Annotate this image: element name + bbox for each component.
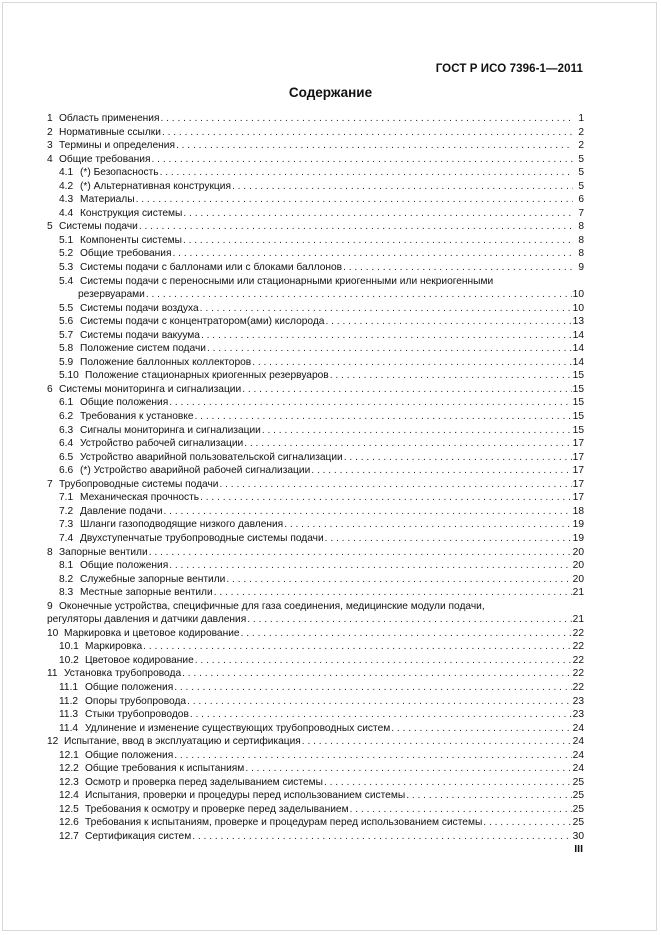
toc-entry-title: Удлинение и изменение существующих трубопроводных систем bbox=[85, 722, 391, 734]
toc-entry-page: 14 bbox=[572, 329, 584, 341]
toc-leader-dots bbox=[176, 139, 573, 153]
toc-entry[interactable] bbox=[47, 437, 584, 451]
toc-entry-number: 5.2 bbox=[59, 248, 74, 260]
toc-entry[interactable] bbox=[47, 342, 584, 356]
toc-entry-page: 23 bbox=[572, 695, 584, 707]
toc-entry-number: 7 bbox=[47, 478, 53, 490]
toc-leader-dots bbox=[226, 573, 571, 587]
toc-entry-title: Положение систем подачи bbox=[80, 343, 206, 355]
toc-entry-title: Стыки трубопроводов bbox=[85, 709, 189, 721]
toc-entry-number: 11.4 bbox=[59, 722, 79, 734]
table-of-contents bbox=[47, 112, 584, 844]
toc-leader-dots bbox=[149, 546, 572, 560]
toc-entry[interactable] bbox=[47, 275, 584, 289]
toc-entry-page: 15 bbox=[572, 397, 584, 409]
toc-entry-number: 5.3 bbox=[59, 262, 74, 274]
toc-entry-number: 11.2 bbox=[59, 695, 79, 707]
toc-entry[interactable] bbox=[47, 180, 584, 194]
toc-leader-dots bbox=[146, 288, 572, 302]
toc-entry-page: 15 bbox=[572, 411, 584, 423]
toc-leader-dots bbox=[247, 613, 571, 627]
toc-entry-page: 30 bbox=[572, 830, 584, 842]
toc-entry-title: Общие требования bbox=[59, 153, 151, 165]
toc-entry-title: Испытание, ввод в эксплуатацию и сертификация bbox=[64, 736, 301, 748]
toc-entry[interactable] bbox=[47, 695, 584, 709]
toc-entry-page: 24 bbox=[572, 722, 584, 734]
page-number: III bbox=[574, 843, 583, 855]
toc-entry-number: 6.3 bbox=[59, 424, 74, 436]
toc-entry[interactable] bbox=[47, 464, 584, 478]
toc-entry-page: 8 bbox=[578, 234, 584, 246]
toc-entry-page: 24 bbox=[572, 749, 584, 761]
toc-entry-number: 10.1 bbox=[59, 641, 79, 653]
toc-entry[interactable] bbox=[47, 207, 584, 221]
toc-entry-title: Общие положения bbox=[85, 749, 174, 761]
toc-entry[interactable] bbox=[47, 722, 584, 736]
toc-entry-title: Оконечные устройства, специфичные для газа соединения, медицинские модули подачи, bbox=[59, 600, 485, 612]
page-title: Содержание bbox=[288, 85, 373, 100]
toc-entry-title: Системы подачи bbox=[59, 221, 138, 233]
toc-entry-number: 5 bbox=[47, 221, 53, 233]
toc-entry-title: Служебные запорные вентили bbox=[80, 573, 226, 585]
toc-entry-page: 10 bbox=[572, 302, 584, 314]
toc-entry-page: 24 bbox=[572, 763, 584, 775]
toc-entry-page: 7 bbox=[578, 207, 584, 219]
toc-entry-title: Цветовое кодирование bbox=[85, 654, 194, 666]
toc-entry-title: Общие положения bbox=[85, 681, 174, 693]
toc-entry-page: 17 bbox=[572, 451, 584, 463]
toc-leader-dots bbox=[182, 667, 572, 681]
toc-leader-dots bbox=[169, 396, 571, 410]
toc-leader-dots bbox=[284, 518, 571, 532]
toc-entry[interactable] bbox=[47, 139, 584, 153]
toc-entry-title: Маркировка и цветовое кодирование bbox=[64, 627, 240, 639]
toc-entry-title: Устройство аварийной пользовательской сигнализации bbox=[80, 451, 343, 463]
toc-entry-title: Системы подачи с концентратором(ами) кислорода bbox=[80, 316, 325, 328]
toc-entry-number: 7.1 bbox=[59, 492, 74, 504]
toc-leader-dots bbox=[174, 749, 571, 763]
toc-entry-number: 5.5 bbox=[59, 302, 74, 314]
toc-entry-number: 4.4 bbox=[59, 207, 74, 219]
toc-entry-page: 2 bbox=[578, 140, 584, 152]
toc-entry[interactable] bbox=[47, 234, 584, 248]
toc-entry-title: (*) Альтернативная конструкция bbox=[80, 180, 231, 192]
toc-entry-title: Общие положения bbox=[80, 397, 169, 409]
toc-entry[interactable] bbox=[47, 586, 584, 600]
toc-entry[interactable] bbox=[47, 749, 584, 763]
toc-leader-dots bbox=[343, 261, 573, 275]
toc-entry-title: Системы подачи вакуума bbox=[80, 329, 200, 341]
toc-entry-title: Требования к осмотру и проверке перед заделыванием bbox=[85, 803, 349, 815]
toc-entry-page: 17 bbox=[572, 478, 584, 490]
toc-leader-dots bbox=[219, 478, 571, 492]
toc-entry[interactable] bbox=[47, 451, 584, 465]
toc-entry[interactable] bbox=[47, 315, 584, 329]
toc-entry-page: 25 bbox=[572, 790, 584, 802]
toc-entry-title: Положение стационарных криогенных резервуаров bbox=[85, 370, 329, 382]
toc-entry-number: 11.1 bbox=[59, 681, 79, 693]
toc-entry-title: Испытания, проверки и процедуры перед использованием системы bbox=[85, 790, 406, 802]
toc-entry-title: Требования к установке bbox=[80, 411, 194, 423]
toc-entry-title: Системы подачи с баллонами или с блоками баллонов bbox=[80, 262, 343, 274]
toc-entry-title: Трубопроводные системы подачи bbox=[59, 478, 219, 490]
toc-entry-number: 8.2 bbox=[59, 573, 74, 585]
toc-entry-number: 12.2 bbox=[59, 763, 79, 775]
toc-entry-title: регуляторы давления и датчики давления bbox=[47, 614, 247, 626]
toc-leader-dots bbox=[325, 532, 572, 546]
toc-entry-number: 10.2 bbox=[59, 654, 79, 666]
toc-entry-title: Системы мониторинга и сигнализации bbox=[59, 383, 242, 395]
toc-entry[interactable] bbox=[47, 600, 584, 614]
toc-entry-page: 8 bbox=[578, 248, 584, 260]
toc-leader-dots bbox=[136, 193, 573, 207]
toc-entry[interactable] bbox=[47, 559, 584, 573]
toc-entry-page: 23 bbox=[572, 709, 584, 721]
toc-entry-title: Давление подачи bbox=[80, 505, 163, 517]
toc-entry-page: 19 bbox=[572, 519, 584, 531]
toc-entry[interactable] bbox=[47, 708, 584, 722]
toc-entry[interactable] bbox=[47, 369, 584, 383]
toc-entry-page: 8 bbox=[578, 221, 584, 233]
toc-entry-page: 22 bbox=[572, 627, 584, 639]
toc-entry-page: 1 bbox=[578, 113, 584, 124]
toc-entry[interactable] bbox=[47, 153, 584, 167]
toc-entry-number: 4.1 bbox=[59, 167, 74, 179]
toc-leader-dots bbox=[195, 654, 572, 668]
toc-entry-page: 20 bbox=[572, 560, 584, 572]
toc-entry-page: 17 bbox=[572, 492, 584, 504]
toc-entry[interactable] bbox=[47, 789, 584, 803]
toc-entry[interactable] bbox=[47, 627, 584, 641]
toc-leader-dots bbox=[330, 369, 572, 383]
toc-entry[interactable] bbox=[47, 816, 584, 830]
toc-entry-page: 20 bbox=[572, 573, 584, 585]
toc-entry-page: 25 bbox=[572, 817, 584, 829]
toc-entry[interactable] bbox=[47, 410, 584, 424]
toc-entry[interactable] bbox=[47, 532, 584, 546]
toc-entry-title: Механическая прочность bbox=[80, 492, 200, 504]
toc-entry-number: 12 bbox=[47, 736, 59, 748]
toc-leader-dots bbox=[187, 695, 572, 709]
toc-entry-number: 9 bbox=[47, 600, 53, 612]
toc-leader-dots bbox=[183, 234, 573, 248]
toc-entry-number: 4 bbox=[47, 153, 53, 165]
toc-entry-title: Маркировка bbox=[85, 641, 143, 653]
toc-entry[interactable] bbox=[47, 491, 584, 505]
toc-leader-dots bbox=[200, 491, 572, 505]
toc-entry-title: Область применения bbox=[59, 113, 160, 124]
toc-leader-dots bbox=[200, 302, 572, 316]
toc-entry[interactable] bbox=[47, 329, 584, 343]
toc-leader-dots bbox=[164, 505, 572, 519]
toc-leader-dots bbox=[241, 627, 572, 641]
toc-leader-dots bbox=[324, 776, 572, 790]
toc-entry[interactable] bbox=[47, 735, 584, 749]
toc-entry-page: 21 bbox=[572, 614, 584, 626]
toc-entry-title: Конструкция системы bbox=[80, 207, 183, 219]
toc-entry[interactable] bbox=[47, 288, 584, 302]
toc-entry-title: Запорные вентили bbox=[59, 546, 148, 558]
toc-leader-dots bbox=[214, 586, 572, 600]
toc-entry-title: Материалы bbox=[80, 194, 135, 206]
toc-leader-dots bbox=[162, 126, 573, 140]
toc-leader-dots bbox=[152, 153, 573, 167]
toc-leader-dots bbox=[344, 451, 572, 465]
toc-entry-number: 5.10 bbox=[59, 370, 79, 382]
toc-entry-title: Установка трубопровода bbox=[64, 668, 182, 680]
toc-entry-title: Местные запорные вентили bbox=[80, 587, 213, 599]
toc-entry-number: 11 bbox=[47, 668, 58, 680]
toc-leader-dots bbox=[242, 383, 571, 397]
toc-entry-title: Системы подачи воздуха bbox=[80, 302, 199, 314]
toc-entry-title: Осмотр и проверка перед заделыванием системы bbox=[85, 776, 323, 788]
toc-entry[interactable] bbox=[47, 220, 584, 234]
toc-entry-page: 9 bbox=[578, 262, 584, 274]
toc-leader-dots bbox=[311, 464, 571, 478]
toc-leader-dots bbox=[190, 708, 572, 722]
toc-entry[interactable] bbox=[47, 667, 584, 681]
toc-entry-number: 6.1 bbox=[59, 397, 74, 409]
toc-entry-number: 6.4 bbox=[59, 438, 74, 450]
toc-entry-number: 5.4 bbox=[59, 275, 74, 287]
toc-entry-title: Общие требования bbox=[80, 248, 172, 260]
toc-entry-title: Термины и определения bbox=[59, 140, 175, 152]
toc-entry[interactable] bbox=[47, 396, 584, 410]
toc-entry-number: 12.5 bbox=[59, 803, 79, 815]
toc-entry-page: 15 bbox=[572, 424, 584, 436]
toc-entry-title: Двухступенчатые трубопроводные системы подачи bbox=[80, 532, 324, 544]
toc-entry[interactable] bbox=[47, 193, 584, 207]
toc-entry-number: 12.7 bbox=[59, 830, 79, 842]
toc-entry-number: 5.8 bbox=[59, 343, 74, 355]
toc-leader-dots bbox=[143, 640, 571, 654]
toc-leader-dots bbox=[160, 166, 573, 180]
toc-entry-title: Общие требования к испытаниям bbox=[85, 763, 245, 775]
toc-entry-page: 24 bbox=[572, 736, 584, 748]
toc-entry-number: 6.2 bbox=[59, 411, 74, 423]
toc-entry-title: Положение баллонных коллекторов bbox=[80, 356, 252, 368]
toc-entry-number: 8.3 bbox=[59, 587, 74, 599]
toc-entry-page: 25 bbox=[572, 803, 584, 815]
toc-leader-dots bbox=[174, 681, 571, 695]
toc-entry-page: 2 bbox=[578, 126, 584, 138]
toc-entry-page: 22 bbox=[572, 668, 584, 680]
toc-leader-dots bbox=[406, 789, 571, 803]
toc-entry-title: Требования к испытаниям, проверке и процедурам перед использованием системы bbox=[85, 817, 483, 829]
toc-entry[interactable] bbox=[47, 546, 584, 560]
toc-entry[interactable] bbox=[47, 830, 584, 844]
toc-entry-number: 5.7 bbox=[59, 329, 74, 341]
toc-entry-title: Сертификация систем bbox=[85, 830, 192, 842]
toc-entry-title: Нормативные ссылки bbox=[59, 126, 161, 138]
toc-entry-page: 15 bbox=[572, 383, 584, 395]
toc-entry-page: 19 bbox=[572, 532, 584, 544]
toc-entry-page: 15 bbox=[572, 370, 584, 382]
toc-entry-number: 10 bbox=[47, 627, 59, 639]
toc-entry-number: 7.3 bbox=[59, 519, 74, 531]
toc-entry[interactable] bbox=[47, 383, 584, 397]
toc-entry[interactable] bbox=[47, 112, 584, 126]
toc-leader-dots bbox=[252, 356, 571, 370]
toc-entry[interactable] bbox=[47, 613, 584, 627]
toc-entry-page: 21 bbox=[572, 587, 584, 599]
toc-entry-page: 5 bbox=[578, 153, 584, 165]
document-code: ГОСТ Р ИСО 7396-1—2011 bbox=[435, 63, 583, 75]
toc-entry-page: 17 bbox=[572, 438, 584, 450]
toc-entry-number: 8 bbox=[47, 546, 53, 558]
toc-leader-dots bbox=[195, 410, 572, 424]
toc-leader-dots bbox=[201, 329, 572, 343]
toc-leader-dots bbox=[244, 437, 571, 451]
toc-leader-dots bbox=[192, 830, 571, 844]
toc-leader-dots bbox=[391, 722, 571, 736]
toc-entry-page: 10 bbox=[572, 289, 584, 301]
toc-leader-dots bbox=[139, 220, 573, 234]
toc-leader-dots bbox=[207, 342, 572, 356]
toc-entry-number: 4.3 bbox=[59, 194, 74, 206]
toc-entry-page: 25 bbox=[572, 776, 584, 788]
toc-entry[interactable] bbox=[47, 261, 584, 275]
toc-leader-dots bbox=[160, 112, 573, 126]
toc-entry-number: 4.2 bbox=[59, 180, 74, 192]
toc-entry-title: (*) Устройство аварийной рабочей сигнализации bbox=[80, 465, 311, 477]
toc-entry[interactable] bbox=[47, 356, 584, 370]
toc-entry-page: 22 bbox=[572, 654, 584, 666]
toc-entry-number: 12.3 bbox=[59, 776, 79, 788]
toc-entry-title: резервуарами bbox=[78, 289, 145, 301]
toc-entry[interactable] bbox=[47, 573, 584, 587]
toc-leader-dots bbox=[350, 803, 572, 817]
toc-entry-page: 6 bbox=[578, 194, 584, 206]
toc-entry[interactable] bbox=[47, 424, 584, 438]
toc-entry-title: (*) Безопасность bbox=[80, 167, 159, 179]
toc-entry-title: Шланги газоподводящие низкого давления bbox=[80, 519, 284, 531]
toc-entry[interactable] bbox=[47, 640, 584, 654]
toc-entry[interactable] bbox=[47, 654, 584, 668]
toc-entry[interactable] bbox=[47, 126, 584, 140]
toc-leader-dots bbox=[245, 762, 571, 776]
toc-entry[interactable] bbox=[47, 518, 584, 532]
toc-entry-page: 14 bbox=[572, 356, 584, 368]
toc-entry[interactable] bbox=[47, 681, 584, 695]
toc-entry-page: 13 bbox=[572, 316, 584, 328]
toc-leader-dots bbox=[183, 207, 573, 221]
toc-leader-dots bbox=[173, 247, 573, 261]
toc-entry-page: 17 bbox=[572, 465, 584, 477]
toc-entry-number: 12.4 bbox=[59, 790, 79, 802]
toc-entry-number: 8.1 bbox=[59, 560, 74, 572]
toc-entry-page: 22 bbox=[572, 681, 584, 693]
toc-entry-number: 1 bbox=[47, 113, 53, 124]
toc-entry-page: 14 bbox=[572, 343, 584, 355]
toc-entry-number: 5.1 bbox=[59, 234, 74, 246]
toc-entry[interactable] bbox=[47, 166, 584, 180]
toc-entry-page: 5 bbox=[578, 167, 584, 179]
toc-entry-page: 20 bbox=[572, 546, 584, 558]
toc-leader-dots bbox=[302, 735, 572, 749]
toc-entry-title: Устройство рабочей сигнализации bbox=[80, 438, 244, 450]
toc-entry[interactable] bbox=[47, 247, 584, 261]
toc-leader-dots bbox=[262, 424, 572, 438]
toc-entry-number: 5.6 bbox=[59, 316, 74, 328]
toc-entry-number: 7.4 bbox=[59, 532, 74, 544]
toc-entry-page: 5 bbox=[578, 180, 584, 192]
toc-entry-title: Системы подачи с переносными или стационарными криогенными или некриогенными bbox=[80, 275, 494, 287]
toc-entry[interactable] bbox=[47, 803, 584, 817]
toc-entry-title: Сигналы мониторинга и сигнализации bbox=[80, 424, 261, 436]
toc-entry-number: 2 bbox=[47, 126, 53, 138]
toc-entry-number: 6 bbox=[47, 383, 53, 395]
toc-entry-title: Опоры трубопровода bbox=[85, 695, 187, 707]
toc-entry-number: 6.5 bbox=[59, 451, 74, 463]
toc-entry-number: 3 bbox=[47, 140, 53, 152]
toc-leader-dots bbox=[483, 816, 571, 830]
toc-entry-title: Общие положения bbox=[80, 560, 169, 572]
toc-entry-number: 6.6 bbox=[59, 465, 74, 477]
toc-entry-number: 7.2 bbox=[59, 505, 74, 517]
toc-entry-page: 18 bbox=[572, 505, 584, 517]
toc-entry-number: 11.3 bbox=[59, 709, 79, 721]
toc-entry-number: 12.1 bbox=[59, 749, 79, 761]
toc-entry[interactable] bbox=[47, 776, 584, 790]
toc-entry-page: 22 bbox=[572, 641, 584, 653]
toc-entry[interactable] bbox=[47, 505, 584, 519]
toc-entry-title: Компоненты системы bbox=[80, 234, 182, 246]
toc-entry-number: 12.6 bbox=[59, 817, 79, 829]
toc-entry[interactable] bbox=[47, 302, 584, 316]
toc-leader-dots bbox=[325, 315, 571, 329]
toc-entry[interactable] bbox=[47, 762, 584, 776]
toc-leader-dots bbox=[169, 559, 571, 573]
toc-entry-number: 5.9 bbox=[59, 356, 74, 368]
toc-entry[interactable] bbox=[47, 478, 584, 492]
toc-leader-dots bbox=[232, 180, 573, 194]
